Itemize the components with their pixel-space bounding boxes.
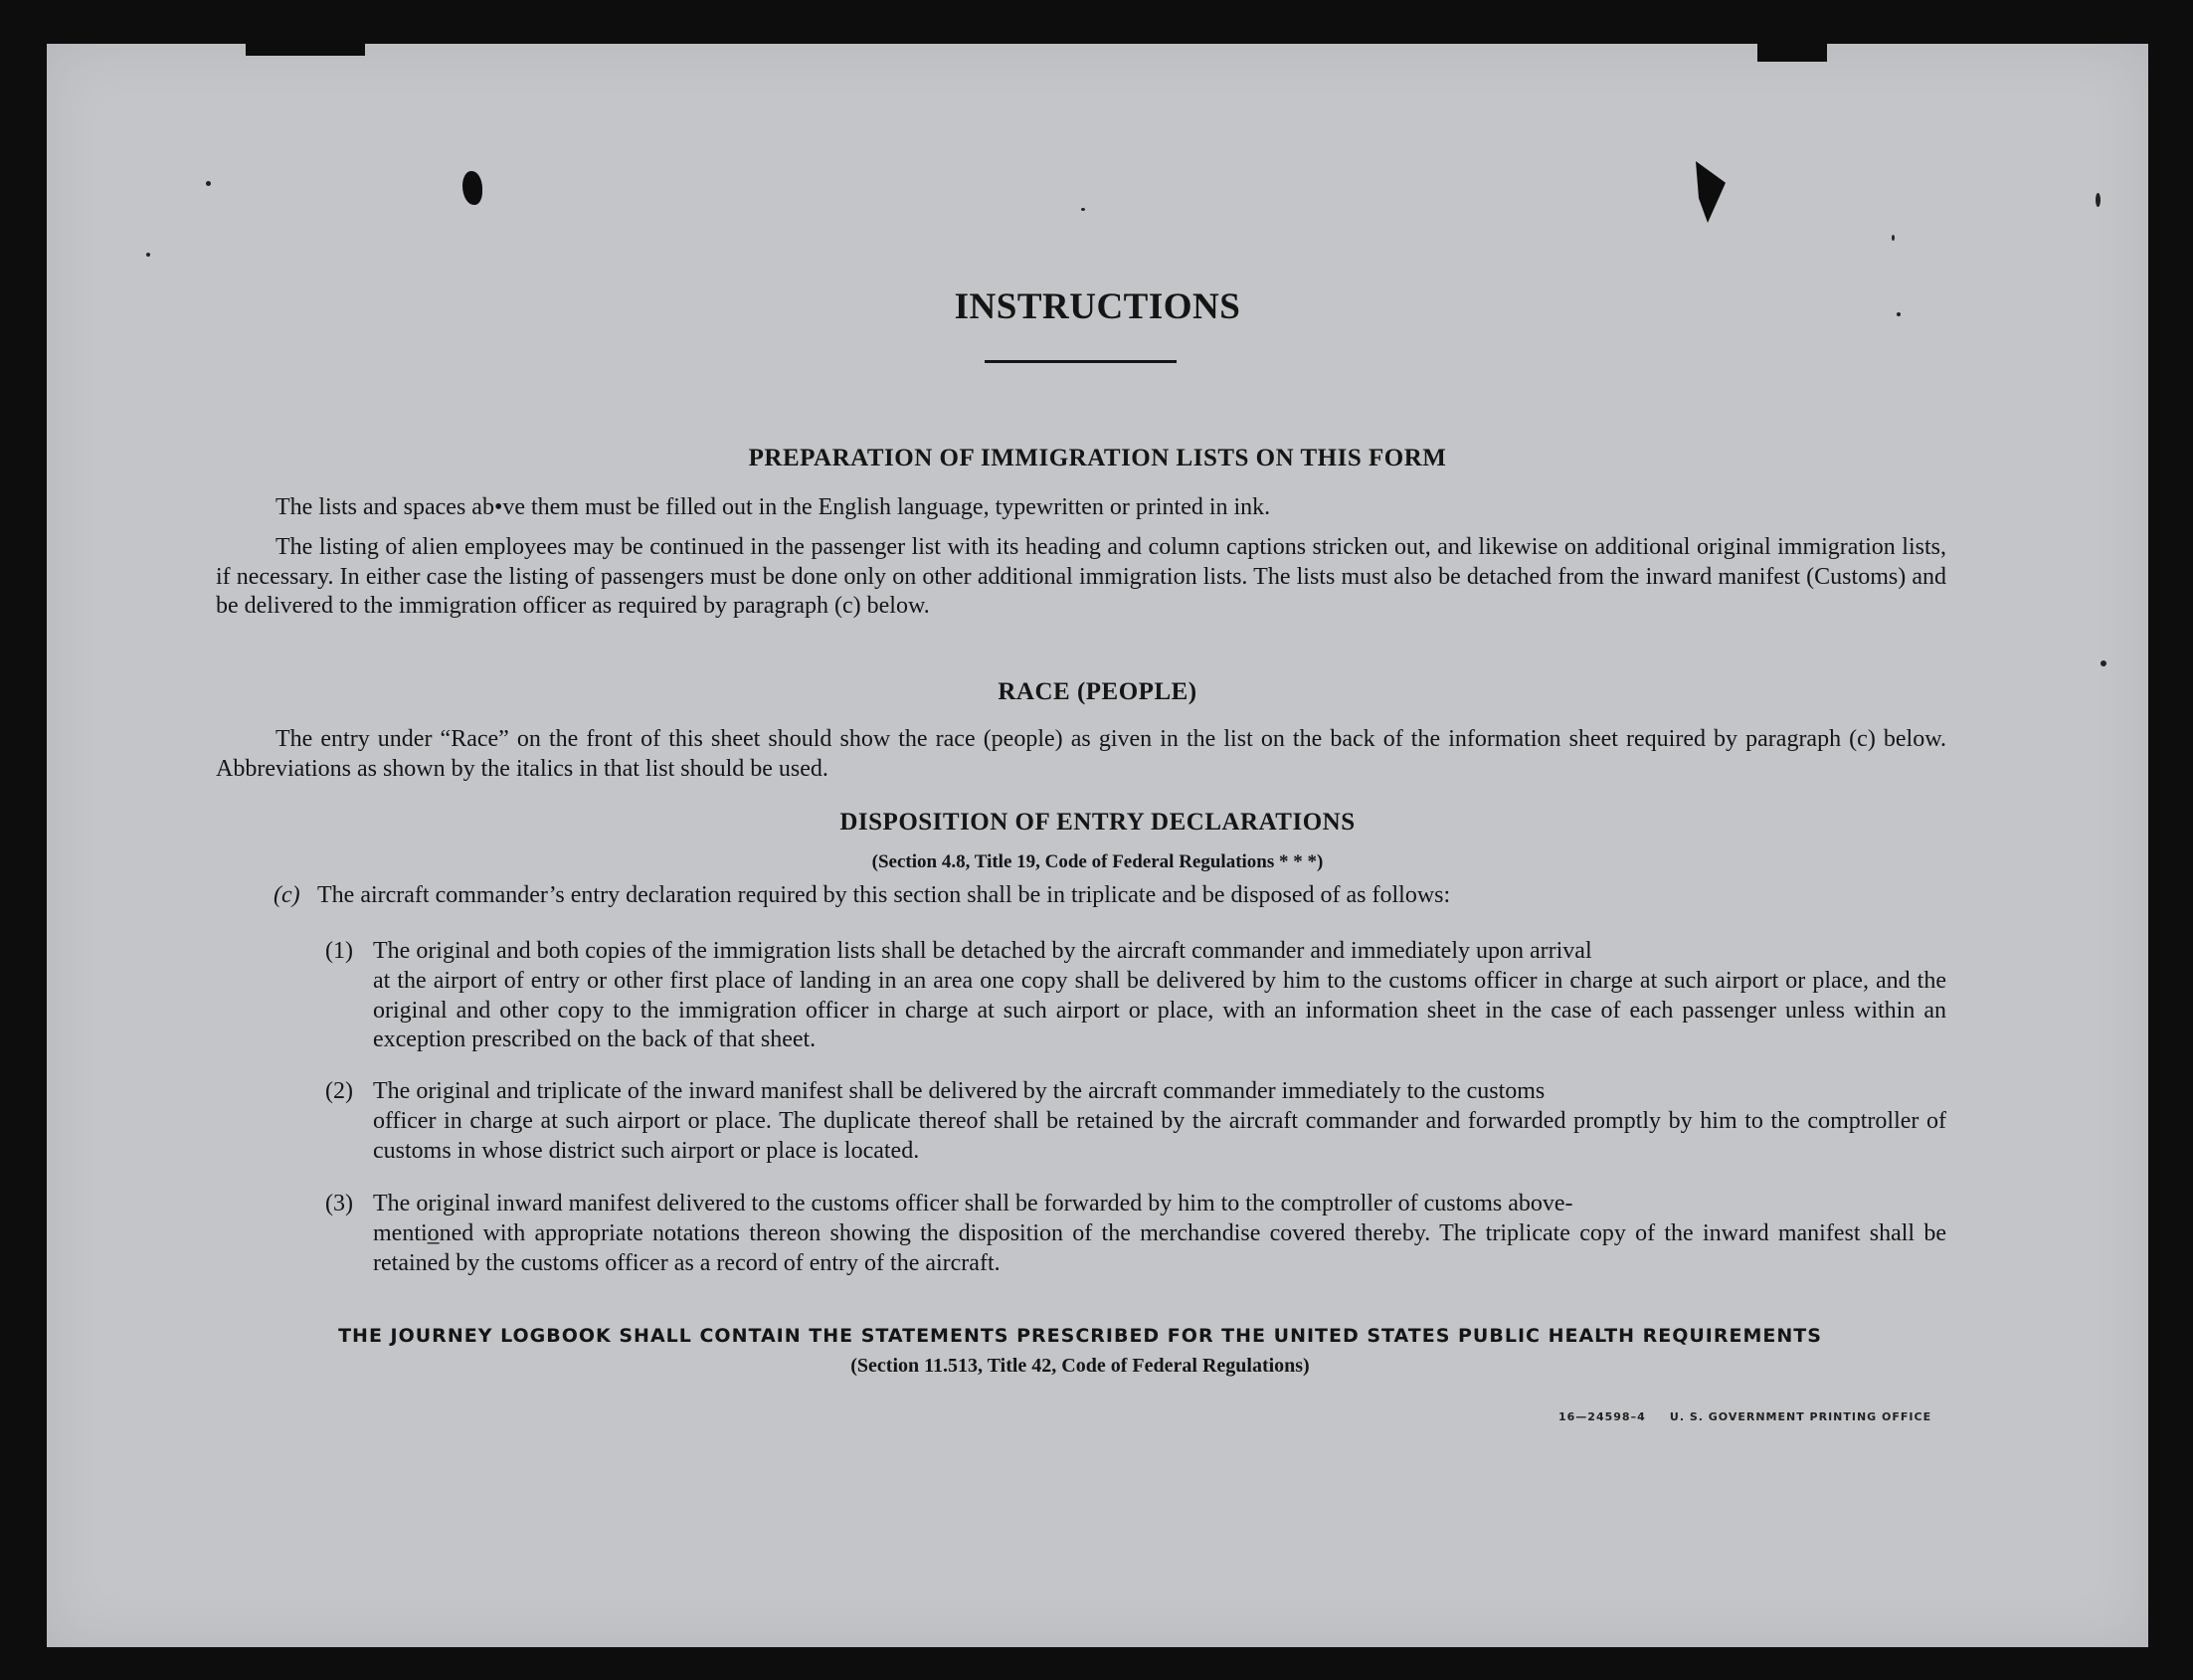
disposition-item-3-continued: mentio̲ned with appropriate notations thereon showing the disposition of the merchandise covered thereby. The triplicate copy of the inward manifest shall be retained by the customs officer as a record of entry of the aircraft. [373,1220,1946,1276]
item-label: (3) [325,1191,353,1216]
disposition-intro [274,881,1946,911]
disposition-item-1-continued: at the airport of entry or other first place of landing in an area one copy shall be delivered by him to the customs officer in charge at such airport or place, and the original and other copy to the immigration officer in charge at such airport or place, with an information sheet in the case of each passenger unless within an exception prescribed on the back of that sheet. [373,968,1946,1052]
footer-health-requirements: THE JOURNEY LOGBOOK SHALL CONTAIN THE STATEMENTS PRESCRIBED FOR THE UNITED STATES PUBLIC HEALTH REQUIREMENTS [338,1325,1822,1347]
item-label: (2) [325,1078,353,1104]
intro-label: (c) [274,882,300,908]
disposition-item-1 [325,937,1946,967]
item-first-line: The original and both copies of the immigration lists shall be detached by the aircraft commander and immediately upon arrival [373,938,1592,964]
instructions-content [47,44,2148,1647]
title-underline [985,360,1177,363]
page-title: INSTRUCTIONS [954,286,1241,327]
document-sheet [47,44,2148,1647]
race-heading: RACE (PEOPLE) [998,678,1197,705]
printer-imprint [1558,1402,1931,1432]
disposition-item-2-continued: officer in charge at such airport or place. The duplicate thereof shall be retained by the aircraft commander and forwarded promptly by him to the comptroller of customs in whose district such airport or place is located. [373,1108,1946,1164]
footer-citation: (Section 11.513, Title 42, Code of Federal Regulations) [850,1355,1310,1377]
preparation-heading: PREPARATION OF IMMIGRATION LISTS ON THIS FORM [748,445,1447,471]
disposition-citation: (Section 4.8, Title 19, Code of Federal Regulations * * *) [871,851,1324,872]
race-paragraph: The entry under “Race” on the front of this sheet should show the race (people) as given in the list on the back of the information sheet required by paragraph (c) below. Abbreviations as shown by the italics in that list should be used. [216,726,1946,782]
form-number: 16—24598–4 [1558,1410,1646,1423]
item-first-line: The original inward manifest delivered to the customs officer shall be forwarded by him to the comptroller of customs above- [373,1191,1573,1216]
disposition-item-3 [325,1190,1946,1219]
item-first-line: The original and triplicate of the inward manifest shall be delivered by the aircraft commander immediately to the customs [373,1078,1546,1104]
printing-office: U. S. GOVERNMENT PRINTING OFFICE [1669,1410,1932,1423]
preparation-paragraph-2: The listing of alien employees may be continued in the passenger list with its heading and column captions stricken out, and likewise on additional original immigration lists, if necessary. In either case the listing of passengers must be done only on other additional immigration lists. The lists must also be detached from the inward manifest (Customs) and be delivered to the immigration officer as required by paragraph (c) below. [216,534,1946,619]
disposition-item-2 [325,1077,1946,1107]
disposition-heading: DISPOSITION OF ENTRY DECLARATIONS [839,809,1356,836]
item-label: (1) [325,938,353,964]
preparation-paragraph-1: The lists and spaces ab•ve them must be filled out in the English language, typewritten or printed in ink. [275,494,1271,520]
intro-text: The aircraft commander’s entry declaration required by this section shall be in triplicate and be disposed of as follows: [317,882,1451,908]
